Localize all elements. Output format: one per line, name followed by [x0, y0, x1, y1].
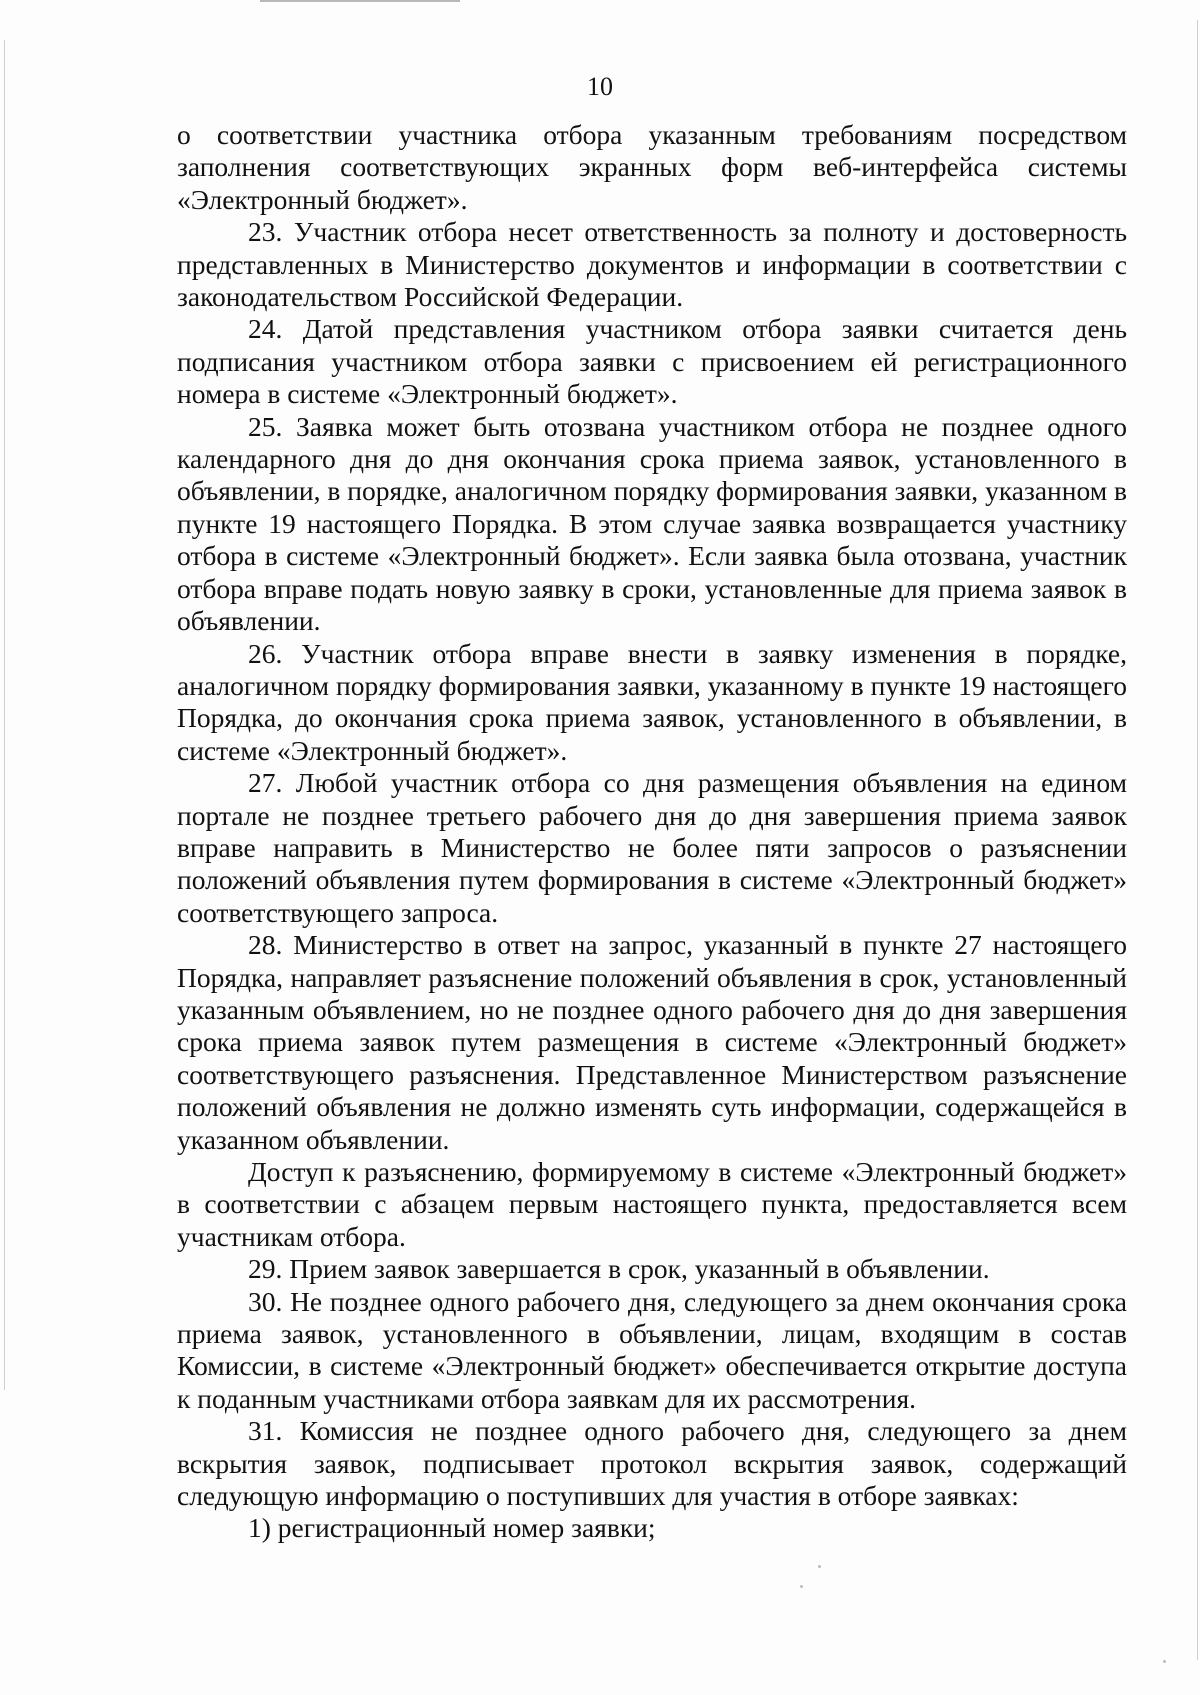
paragraph-23: 23. Участник отбора несет ответственность за полноту и достоверность представленных в Министерство документов и информации в соответствии с законодательством Российской Федерации. — [177, 216, 1127, 313]
paragraph-25: 25. Заявка может быть отозвана участником отбора не позднее одного календарного дня до дня окончания срока приема заявок, установленного в объявлении, в порядке, аналогичном порядку формирования заявки, указанном в пункте 19 настоящего Порядка. В этом случае заявка возвращается участнику отбора в системе «Электронный бюджет». Если заявка была отозвана, участник отбора вправе подать новую заявку в сроки, установленные для приема заявок в объявлении. — [177, 410, 1127, 637]
scan-speck — [818, 1565, 821, 1568]
page-number: 10 — [587, 72, 613, 101]
scan-right-edge — [1197, 20, 1198, 1660]
paragraph-31: 31. Комиссия не позднее одного рабочего дня, следующего за днем вскрытия заявок, подписывает протокол вскрытия заявок, содержащий следующую информацию о поступивших для участия в отборе заявках: — [177, 1415, 1127, 1512]
paragraph-28: 28. Министерство в ответ на запрос, указанный в пункте 27 настоящего Порядка, направляет разъяснение положений объявления в срок, установленный указанным объявлением, но не позднее одного рабочего дня до дня завершения срока приема заявок путем размещения в системе «Электронный бюджет» соответствующего разъяснения. Представленное Министерством разъяснение положений объявления не должно изменять суть информации, содержащейся в указанном объявлении. — [177, 929, 1127, 1155]
list-item-1: 1) регистрационный номер заявки; — [248, 1512, 656, 1544]
scan-top-rule — [260, 0, 460, 2]
scan-speck — [800, 1585, 803, 1588]
paragraph-28-access: Доступ к разъяснению, формируемому в системе «Электронный бюджет» в соответствии с абзацем первым настоящего пункта, предоставляется всем участникам отбора. — [177, 1156, 1127, 1252]
paragraph-29: 29. Прием заявок завершается в срок, указанный в объявлении. — [248, 1253, 990, 1285]
paragraph-26: 26. Участник отбора вправе внести в заявку изменения в порядке, аналогичном порядку формирования заявки, указанному в пункте 19 настоящего Порядка, до окончания срока приема заявок, установленного в объявлении, в системе «Электронный бюджет». — [177, 637, 1127, 766]
paragraph-30: 30. Не позднее одного рабочего дня, следующего за днем окончания срока приема заявок, установленного в объявлении, лицам, входящим в состав Комиссии, в системе «Электронный бюджет» обеспечивается открытие доступа к поданным участниками отбора заявкам для их рассмотрения. — [177, 1285, 1127, 1414]
scan-speck — [1163, 1660, 1166, 1663]
paragraph-24: 24. Датой представления участником отбора заявки считается день подписания участником отбора заявки с присвоением ей регистрационного номера в системе «Электронный бюджет». — [177, 313, 1127, 410]
document-body — [177, 119, 1127, 1545]
paragraph-27: 27. Любой участник отбора со дня размещения объявления на едином портале не позднее третьего рабочего дня до дня завершения приема заявок вправе направить в Министерство не более пяти запросов о разъяснении положений объявления путем формирования в системе «Электронный бюджет» соответствующего запроса. — [177, 767, 1127, 928]
paragraph-continuation: о соответствии участника отбора указанным требованиям посредством заполнения соответствующих экранных форм веб-интерфейса системы «Электронный бюджет». — [177, 119, 1127, 215]
scan-left-edge — [4, 40, 5, 1390]
